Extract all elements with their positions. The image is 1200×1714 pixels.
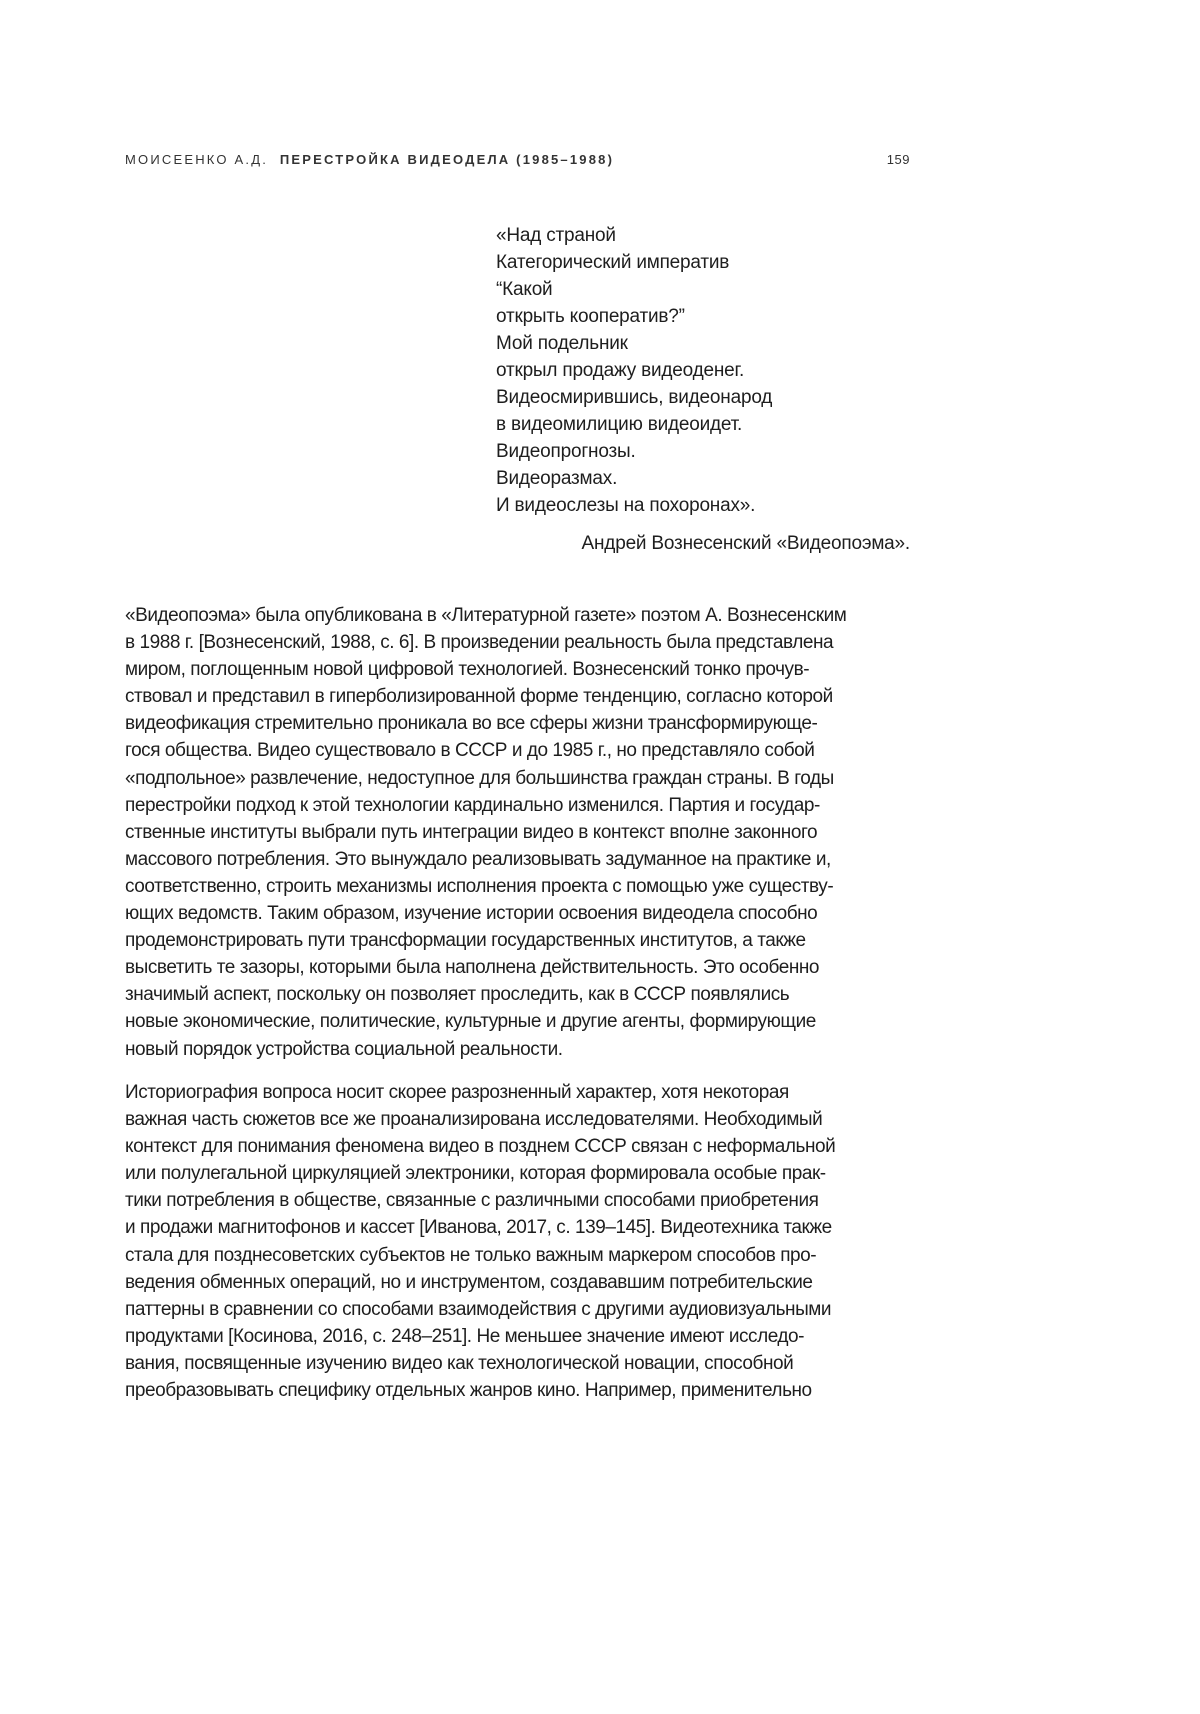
text-line: Мой подельник — [496, 330, 772, 357]
text-line: Видеопрогнозы. — [496, 438, 772, 465]
text-line: преобразовывать специфику отдельных жанров кино. Например, применительно — [125, 1377, 915, 1404]
text-line: «Видеопоэма» была опубликована в «Литературной газете» поэтом А. Вознесенским — [125, 602, 915, 629]
text-line: и продажи магнитофонов и кассет [Иванова, 2017, с. 139–145]. Видеотехника также — [125, 1214, 915, 1241]
text-line: контекст для понимания феномена видео в позднем СССР связан с неформальной — [125, 1133, 915, 1160]
text-line: Видеосмирившись, видеонарод — [496, 384, 772, 411]
text-line: Видеоразмах. — [496, 465, 772, 492]
text-line: ведения обменных операций, но и инструментом, создававшим потребительские — [125, 1269, 915, 1296]
text-line: значимый аспект, поскольку он позволяет проследить, как в СССР появлялись — [125, 981, 915, 1008]
text-line: соответственно, строить механизмы исполнения проекта с помощью уже существу- — [125, 873, 915, 900]
text-line: И видеослезы на похоронах». — [496, 492, 772, 519]
text-line: Историография вопроса носит скорее разрозненный характер, хотя некоторая — [125, 1079, 915, 1106]
text-line: массового потребления. Это вынуждало реализовывать задуманное на практике и, — [125, 846, 915, 873]
text-line: в видеомилицию видеоидет. — [496, 411, 772, 438]
header-title: ПЕРЕСТРОЙКА ВИДЕОДЕЛА (1985–1988) — [280, 152, 614, 167]
text-line: высветить те зазоры, которыми была наполнена действительность. Это особенно — [125, 954, 915, 981]
text-line: тики потребления в обществе, связанные с различными способами приобретения — [125, 1187, 915, 1214]
text-line: новые экономические, политические, культурные и другие агенты, формирующие — [125, 1008, 915, 1035]
text-line: перестройки подход к этой технологии кардинально изменился. Партия и государ- — [125, 792, 915, 819]
text-line: стала для позднесоветских субъектов не только важным маркером способов про- — [125, 1242, 915, 1269]
text-line: открыл продажу видеоденег. — [496, 357, 772, 384]
text-line: в 1988 г. [Вознесенский, 1988, с. 6]. В произведении реальность была представлена — [125, 629, 915, 656]
text-line: «Над страной — [496, 222, 772, 249]
text-line: открыть кооператив?” — [496, 303, 772, 330]
text-line: видеофикация стремительно проникала во все сферы жизни трансформирующе- — [125, 710, 915, 737]
epigraph-attribution: Андрей Вознесенский «Видеопоэма». — [582, 533, 910, 555]
text-line: ющих ведомств. Таким образом, изучение истории освоения видеодела способно — [125, 900, 915, 927]
body-paragraph-1 — [125, 602, 915, 1063]
text-line: миром, поглощенным новой цифровой технологией. Вознесенский тонко прочув- — [125, 656, 915, 683]
text-line: продемонстрировать пути трансформации государственных институтов, а также — [125, 927, 915, 954]
body-paragraph-2 — [125, 1079, 915, 1404]
text-line: продуктами [Косинова, 2016, с. 248–251]. Не меньшее значение имеют исследо- — [125, 1323, 915, 1350]
text-line: ствовал и представил в гиперболизированной форме тенденцию, согласно которой — [125, 683, 915, 710]
text-line: важная часть сюжетов все же проанализирована исследователями. Необходимый — [125, 1106, 915, 1133]
text-line: «подпольное» развлечение, недоступное для большинства граждан страны. В годы — [125, 765, 915, 792]
text-line: вания, посвященные изучению видео как технологической новации, способной — [125, 1350, 915, 1377]
page-number: 159 — [887, 152, 910, 167]
text-line: “Какой — [496, 276, 772, 303]
text-line: ственные институты выбрали путь интеграции видео в контекст вполне законного — [125, 819, 915, 846]
running-header — [125, 152, 910, 167]
text-line: новый порядок устройства социальной реальности. — [125, 1036, 915, 1063]
epigraph-poem — [496, 222, 772, 519]
text-line: Категорический императив — [496, 249, 772, 276]
text-line: гося общества. Видео существовало в СССР и до 1985 г., но представляло собой — [125, 737, 915, 764]
header-author: МОИСЕЕНКО А.Д. — [125, 152, 268, 167]
text-line: паттерны в сравнении со способами взаимодействия с другими аудиовизуальными — [125, 1296, 915, 1323]
text-line: или полулегальной циркуляцией электроники, которая формировала особые прак- — [125, 1160, 915, 1187]
